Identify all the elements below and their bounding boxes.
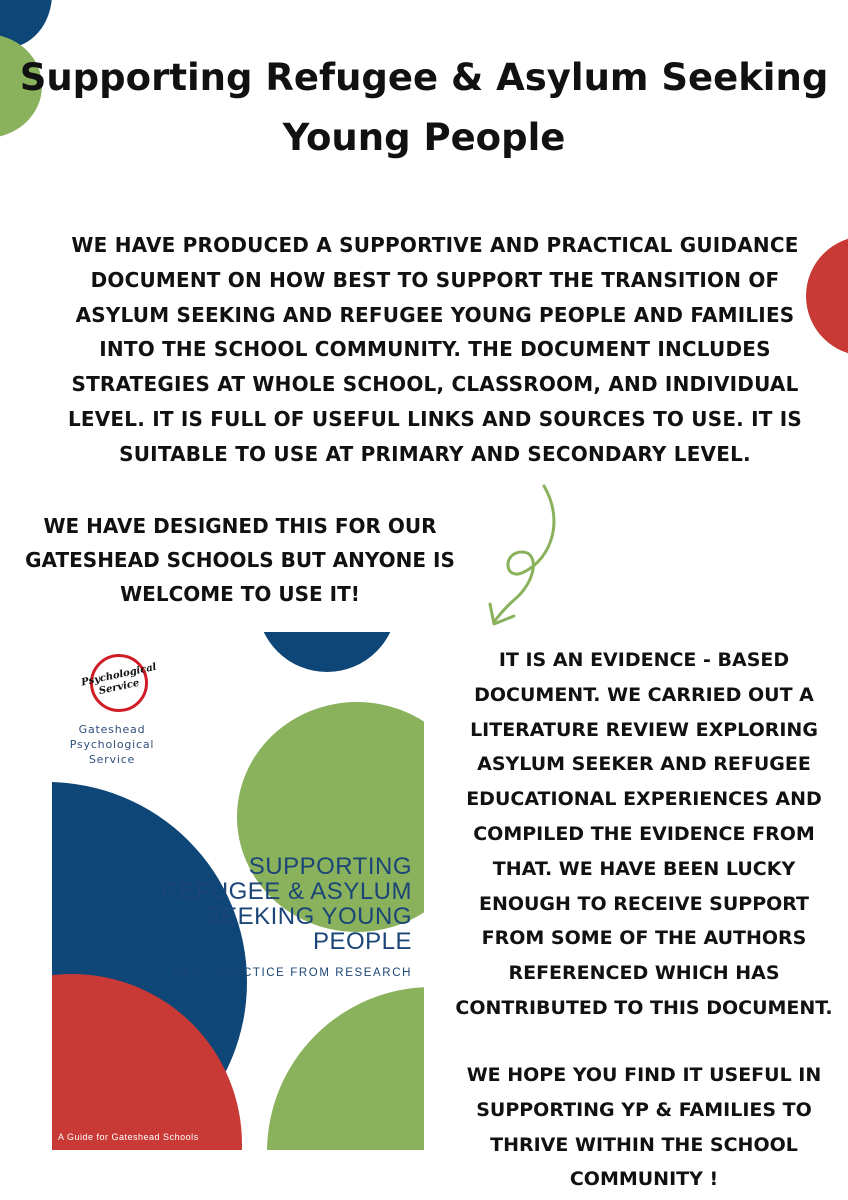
curly-arrow-icon [480,480,580,640]
service-name: Gateshead Psychological Service [69,723,155,766]
cover-subtitle: BEST PRACTICE FROM RESEARCH [173,967,412,979]
page-title: Supporting Refugee & Asylum Seeking Young People [19,56,829,159]
closing-message: WE HOPE YOU FIND IT USEFUL IN SUPPORTING YP & FAMILIES TO THRIVE WITHIN THE SCHOOL COMMUNITY ! [466,1064,822,1191]
cover-green-bottom-arc [267,987,424,1150]
cover-title: SUPPORTING REFUGEE & ASYLUM SEEKING YOUNG PEOPLE [161,853,412,955]
logo-text: Psychological Service [80,661,158,698]
evidence-paragraph: IT IS AN EVIDENCE - BASED DOCUMENT. WE CARRIED OUT A LITERATURE REVIEW EXPLORING ASYLUM SEEKER AND REFUGEE EDUCATIONAL EXPERIENCES AND COMPILED THE EVIDENCE FROM THAT. WE HAVE BEEN LUCKY ENOUGH TO RECEIVE SUPPORT FROM SOME OF THE AUTHORS REFERENCED WHICH HAS CONTRIBUTED TO THIS DOCUMENT. [455,649,833,1019]
cover-footer: A Guide for Gateshead Schools [58,1132,199,1142]
cover-navy-top-arc [257,632,397,672]
intro-paragraph: WE HAVE PRODUCED A SUPPORTIVE AND PRACTICAL GUIDANCE DOCUMENT ON HOW BEST TO SUPPORT THE TRANSITION OF ASYLUM SEEKING AND REFUGEE YOUNG PEOPLE AND FAMILIES INTO THE SCHOOL COMMUNITY. THE DOCUMENT INCLUDES STRATEGIES AT WHOLE SCHOOL, CLASSROOM, AND INDIVIDUAL LEVEL. IT IS FULL OF USEFUL LINKS AND SOURCES TO USE. IT IS SUITABLE TO USE AT PRIMARY AND SECONDARY LEVEL. [67,233,803,466]
guidance-booklet-cover [52,632,424,1150]
designed-note: WE HAVE DESIGNED THIS FOR OUR GATESHEAD SCHOOLS BUT ANYONE IS WELCOME TO USE IT! [25,514,455,606]
